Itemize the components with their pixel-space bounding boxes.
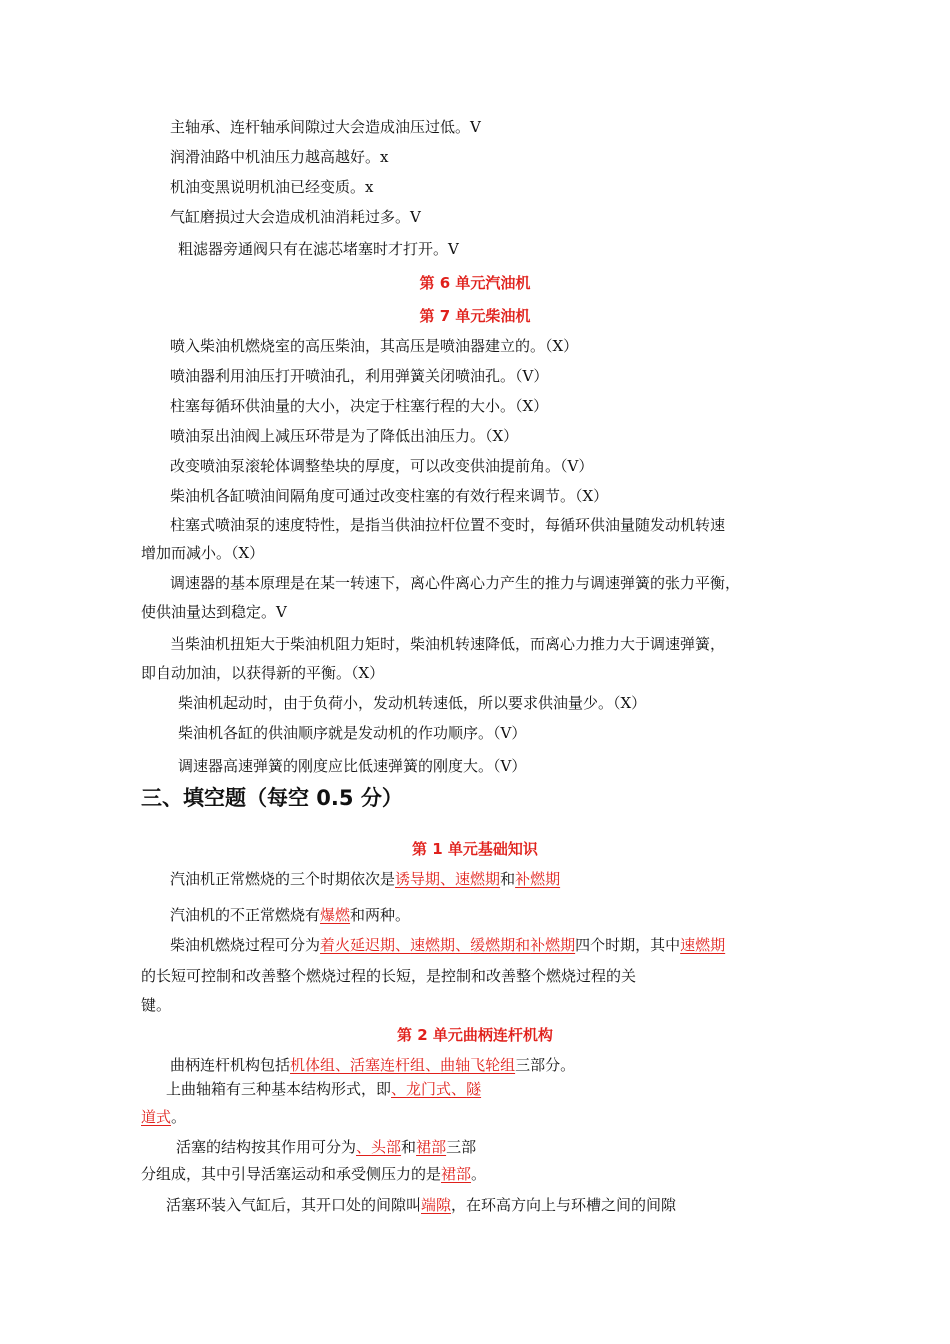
statement-line: 柴油机起动时，由于负荷小，发动机转速低，所以要求供油量少。（X） [178, 694, 647, 712]
statement-line: 柴油机各缸喷油间隔角度可通过改变柱塞的有效行程来调节。（X） [170, 487, 609, 505]
question-text: 。 [471, 1165, 487, 1183]
answer: 爆燃 [320, 906, 351, 924]
question-text: 汽油机的不正常燃烧有 [170, 906, 321, 924]
question-text: 曲柄连杆机构包括 [170, 1056, 291, 1074]
fill-blank-question [166, 1078, 481, 1100]
question-text: 上曲轴箱有三种基本结构形式，即 [166, 1080, 392, 1098]
fill-blank-question [170, 868, 560, 890]
statement-line: 柴油机各缸的供油顺序就是发动机的作功顺序。（V） [178, 724, 527, 742]
question-text: 和两种。 [350, 906, 411, 924]
statement-line: 改变喷油泵滚轮体调整垫块的厚度，可以改变供油提前角。（V） [170, 457, 594, 475]
statement-line: 柱塞式喷油泵的速度特性，是指当供油拉杆位置不变时，每循环供油量随发动机转速 [170, 516, 726, 534]
question-text: 的长短可控制和改善整个燃烧过程的长短，是控制和改善整个燃烧过程的关 [141, 967, 637, 985]
statement-line: 粗滤器旁通阀只有在滤芯堵塞时才打开。V [178, 240, 459, 258]
question-text: 汽油机正常燃烧的三个时期依次是 [170, 870, 396, 888]
answer: 头部 [371, 1138, 402, 1156]
answer: 道式 [141, 1108, 172, 1126]
answer: 速燃期 [410, 936, 456, 954]
separator: 、 [440, 870, 456, 888]
question-text: 分组成，其中引导活塞运动和承受侧压力的是 [141, 1165, 442, 1183]
answer: 龙门式 [406, 1080, 452, 1098]
question-text: 三部分。 [515, 1056, 576, 1074]
question-text: 活塞的结构按其作用可分为 [176, 1138, 357, 1156]
question-text: 四个时期，其中 [575, 936, 681, 954]
statement-line: 主轴承、连杆轴承间隙过大会造成油压过低。V [170, 118, 481, 136]
statement-line: 润滑油路中机油压力越高越好。x [170, 148, 389, 166]
fill-blank-question [176, 1136, 476, 1158]
answer: 补燃期 [530, 936, 576, 954]
separator: 、 [356, 1138, 372, 1156]
separator: 和 [401, 1138, 417, 1156]
answer: 曲轴飞轮组 [440, 1056, 516, 1074]
statement-line: 当柴油机扭矩大于柴油机阻力矩时，柴油机转速降低，而离心力推力大于调速弹簧， [170, 635, 726, 653]
statement-line: 调速器高速弹簧的刚度应比低速弹簧的刚度大。（V） [178, 757, 527, 775]
answer: 缓燃期 [470, 936, 516, 954]
unit-heading: 第 2 单元曲柄连杆机构 [397, 1026, 553, 1044]
question-text: 活塞环装入气缸后，其开口处的间隙叫 [166, 1196, 422, 1214]
answer: 速燃期 [455, 870, 501, 888]
separator: 和 [515, 936, 531, 954]
answer: 隧 [466, 1080, 482, 1098]
unit-heading: 第 1 单元基础知识 [412, 840, 538, 858]
statement-line: 机油变黑说明机油已经变质。x [170, 178, 374, 196]
answer: 端隙 [421, 1196, 452, 1214]
fill-blank-question [166, 1194, 676, 1216]
section-title: 三、填空题（每空 0.5 分） [141, 786, 403, 810]
fill-blank-question [170, 934, 725, 956]
statement-line: 喷油泵出油阀上减压环带是为了降低出油压力。（X） [170, 427, 519, 445]
unit-heading: 第 6 单元汽油机 [419, 274, 531, 292]
fill-blank-question [141, 1106, 186, 1128]
unit-heading: 第 7 单元柴油机 [419, 307, 531, 325]
answer: 裙部 [416, 1138, 447, 1156]
statement-line: 即自动加油，以获得新的平衡。（X） [141, 664, 385, 682]
answer: 补燃期 [515, 870, 561, 888]
statement-line: 增加而减小。（X） [141, 544, 265, 562]
separator: 、 [425, 1056, 441, 1074]
question-text: 。 [171, 1108, 187, 1126]
separator: 、 [395, 936, 411, 954]
question-text: ，在环高方向上与环槽之间的间隙 [451, 1196, 677, 1214]
statement-line: 柱塞每循环供油量的大小，决定于柱塞行程的大小。（X） [170, 397, 549, 415]
question-text: 键。 [141, 996, 172, 1014]
statement-line: 调速器的基本原理是在某一转速下，离心件离心力产生的推力与调速弹簧的张力平衡， [170, 574, 741, 592]
answer: 着火延迟期 [320, 936, 396, 954]
answer: 裙部 [441, 1165, 472, 1183]
separator: 、 [455, 936, 471, 954]
question-text: 柴油机燃烧过程可分为 [170, 936, 321, 954]
statement-line: 气缸磨损过大会造成机油消耗过多。V [170, 208, 421, 226]
fill-blank-question [141, 1163, 486, 1185]
statement-line: 喷入柴油机燃烧室的高压柴油，其高压是喷油器建立的。（X） [170, 337, 579, 355]
separator: 、 [451, 1080, 467, 1098]
separator: 和 [500, 870, 516, 888]
question-text: 三部 [446, 1138, 477, 1156]
statement-line: 使供油量达到稳定。V [141, 603, 287, 621]
fill-blank-question [170, 904, 410, 926]
answer: 诱导期 [395, 870, 441, 888]
fill-blank-question [170, 1054, 575, 1076]
separator: 、 [391, 1080, 407, 1098]
answer: 活塞连杆组 [350, 1056, 426, 1074]
answer: 速燃期 [680, 936, 726, 954]
separator: 、 [335, 1056, 351, 1074]
statement-line: 喷油器利用油压打开喷油孔，利用弹簧关闭喷油孔。（V） [170, 367, 549, 385]
answer: 机体组 [290, 1056, 336, 1074]
